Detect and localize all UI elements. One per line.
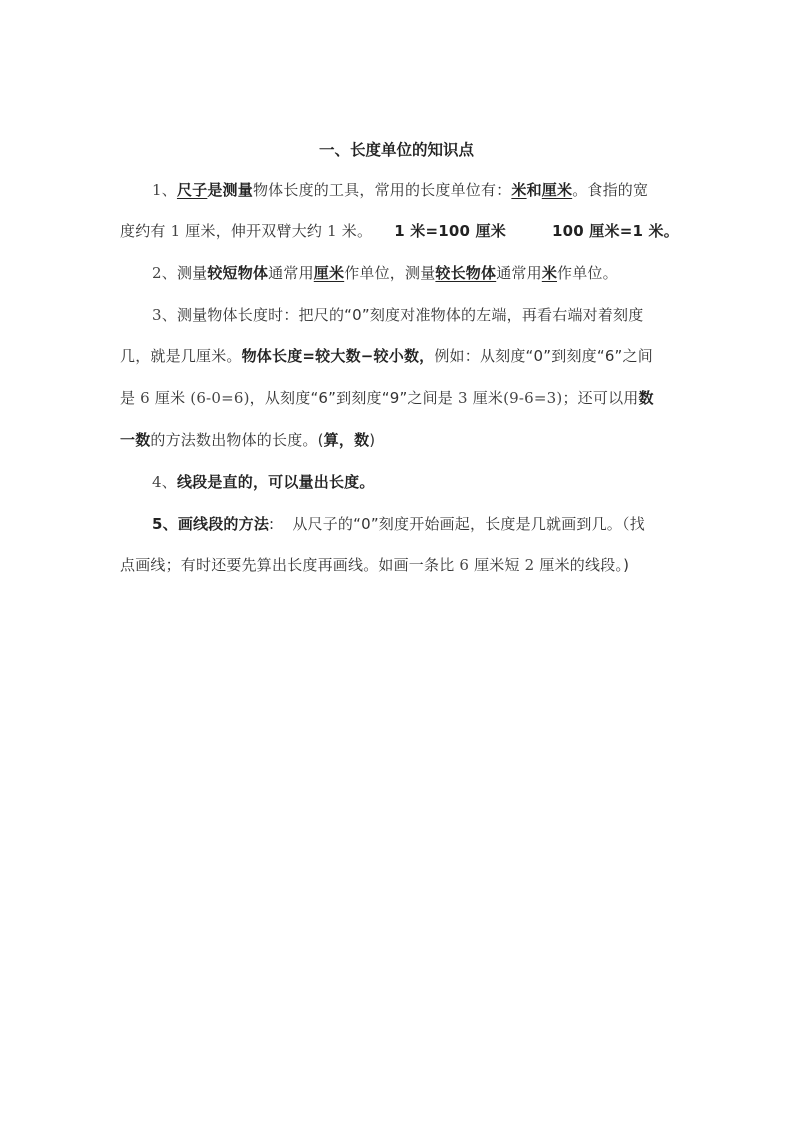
item-1-desc: 物体长度的工具，常用的长度单位有： xyxy=(252,181,512,199)
item-5-line-2 xyxy=(120,555,680,575)
term-ruler: 尺子 xyxy=(176,181,208,199)
term-count-b: 一数 xyxy=(120,431,151,449)
item-1-one-b: 1 xyxy=(327,222,337,240)
item-5-colon: : xyxy=(269,515,275,533)
item-1-text-c: 米。 xyxy=(341,222,373,240)
item-3-text-4c: ) xyxy=(369,431,376,449)
item-2-text-d: 通常用 xyxy=(496,264,542,282)
item-1-tail: 。食指的宽 xyxy=(572,181,649,199)
item-3-text-4a: 的方法数出物体的长度。( xyxy=(150,431,324,449)
item-3-line-1 xyxy=(152,305,712,325)
item-1-text-a: 度约有 xyxy=(120,222,166,240)
term-calc-count: 算，数 xyxy=(323,431,370,449)
item-2-line-1 xyxy=(152,263,712,283)
item-3-line-2 xyxy=(120,346,680,366)
item-1-number: 1、 xyxy=(152,181,177,199)
term-long-object: 较长物体 xyxy=(435,264,497,282)
item-5-text-2a: 点画线；有时还要先算出长度再画线。如画一条比 xyxy=(120,556,455,574)
item-2-text-b: 通常用 xyxy=(268,264,314,282)
item-5-line-1 xyxy=(152,514,712,534)
calculation-9-6: (9-6=3) xyxy=(503,389,563,407)
item-3-line-4 xyxy=(120,430,680,450)
item-2-text-e: 作单位。 xyxy=(557,264,618,282)
item-5-label: 5、画线段的方法 xyxy=(152,515,270,533)
term-meter: 米 xyxy=(511,181,527,199)
item-3-six: 6 xyxy=(140,389,150,407)
item-2-text-a: 测量 xyxy=(176,264,208,282)
page-title: 一、长度单位的知识点 xyxy=(318,141,474,159)
equation-cm-to-meter: 100 厘米=1 米。 xyxy=(551,222,679,240)
term-short-object: 较短物体 xyxy=(207,264,269,282)
item-3-text-1: 测量物体长度时：把尺的“0”刻度对准物体的左端，再看右端对着刻度 xyxy=(176,306,644,324)
item-3-text-3c: ，从刻度“6”到刻度“9”之间是 xyxy=(249,389,454,407)
term-count-a: 数 xyxy=(638,389,654,407)
item-3-three: 3 xyxy=(457,389,468,407)
item-1-line-1 xyxy=(152,180,712,200)
item-5-two: 2 xyxy=(524,556,535,574)
item-1-one-a: 1 xyxy=(170,222,181,240)
item-3-text-3b: 厘米 xyxy=(154,389,186,407)
item-4-number: 4、 xyxy=(152,473,177,491)
item-3-number: 3、 xyxy=(152,306,177,324)
item-1-text-b: 厘米，伸开双臂大约 xyxy=(185,222,323,240)
term-centimeter: 厘米 xyxy=(541,181,573,199)
item-5-text-2c: 厘米的线段。) xyxy=(539,556,630,574)
item-2-number: 2、 xyxy=(152,264,177,282)
equation-meter-to-cm: 1 米=100 厘米 xyxy=(394,222,506,240)
item-5-text-2b: 厘米短 xyxy=(474,556,520,574)
item-5-text-a: 从尺子的“0”刻度开始画起，长度是几就画到几。（找 xyxy=(292,515,645,533)
term-is-measure: 是测量 xyxy=(207,181,253,199)
item-3-text-3d: 厘米 xyxy=(472,389,504,407)
item-4-line xyxy=(152,472,712,492)
item-3-text-2b: 例如：从刻度“0”到刻度“6”之间 xyxy=(434,347,653,365)
item-1-line-2 xyxy=(120,221,680,241)
item-5-six: 6 xyxy=(459,556,470,574)
length-formula: 物体长度=较大数−较小数， xyxy=(241,347,435,365)
item-3-text-2a: 几，就是几厘米。 xyxy=(120,347,242,365)
term-centimeter-2: 厘米 xyxy=(313,264,345,282)
term-and: 和 xyxy=(526,181,542,199)
item-2-text-c: 作单位，测量 xyxy=(344,264,436,282)
item-3-text-3e: ；还可以用 xyxy=(562,389,639,407)
item-3-text-3a: 是 xyxy=(120,389,136,407)
term-meter-2: 米 xyxy=(541,264,558,282)
calculation-6-0: (6-0=6) xyxy=(190,389,250,407)
item-4-text: 线段是直的，可以量出长度。 xyxy=(176,473,375,491)
item-3-line-3 xyxy=(120,388,680,408)
